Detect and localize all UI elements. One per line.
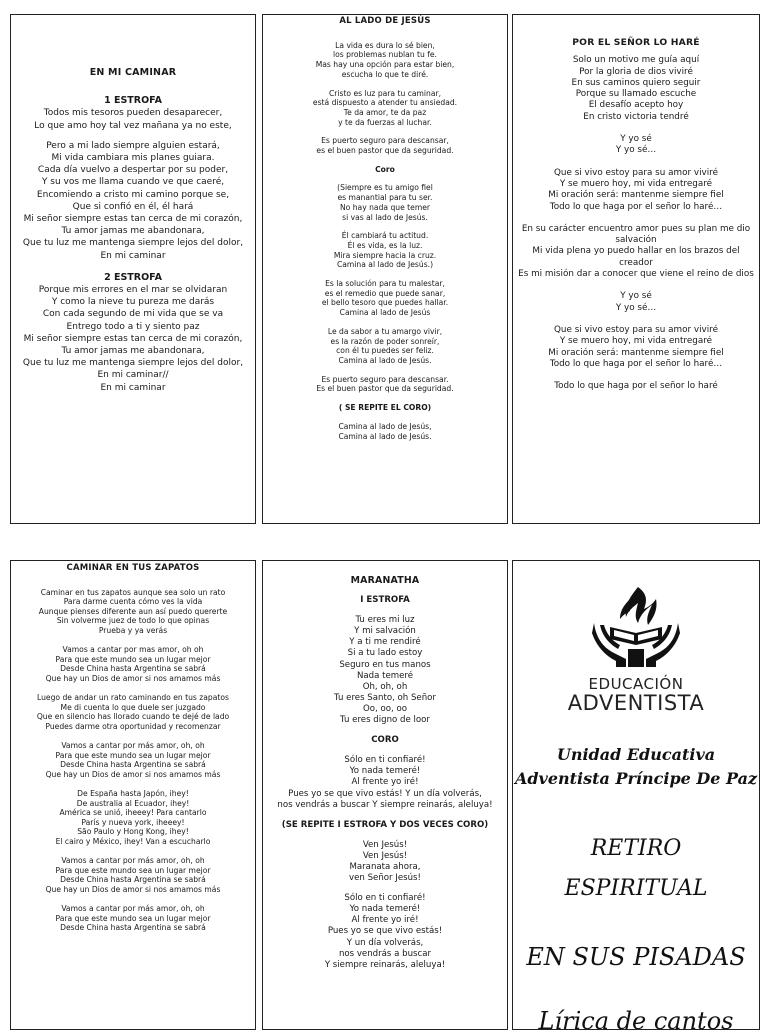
lyric-line: En cristo victoria tendré <box>583 111 689 122</box>
stanza-gap <box>11 894 255 904</box>
stanza-gap <box>11 683 255 693</box>
stanza <box>513 291 759 314</box>
song-title: MARANATHA <box>350 575 420 586</box>
lyric-line: Nada temeré <box>356 670 414 681</box>
lyric-line: Mi vida plena yo puedo hallar en los brazos del creador <box>532 246 740 268</box>
lyric-line: Vamos a cantar por más amor, oh, oh <box>61 904 205 913</box>
cover-panel <box>512 560 760 1030</box>
lyric-line: Al frente yo iré! <box>351 777 419 788</box>
stanza <box>263 840 507 884</box>
lyric-line: Mira siempre hacia la cruz. <box>333 250 437 260</box>
lyric-line: Ven Jesús! <box>362 839 408 850</box>
stanza-gap <box>11 132 255 140</box>
stanza-gap <box>263 174 507 183</box>
lyric-line: Y se muero hoy, mi vida entregaré <box>559 336 713 347</box>
stanza-gap <box>263 366 507 375</box>
stanza-gap <box>263 394 507 403</box>
stanza-gap <box>11 779 255 789</box>
lyric-line: Vamos a cantar por más amor, oh, oh <box>61 856 205 865</box>
lyric-line: Camina al lado de Jesús.) <box>336 260 434 270</box>
lyric-line: Desde China hasta Argentina se sabrá <box>60 875 206 884</box>
event-title <box>513 829 759 909</box>
lyric-line: Y mi salvación <box>354 626 416 637</box>
lyric-line: No hay nada que temer <box>339 202 431 212</box>
lyric-line: (Siempre es tu amigo fiel <box>337 183 433 193</box>
lyric-line: Que tu luz me mantenga siempre lejos del dolor, <box>22 238 244 249</box>
lyric-line: Porque su llamado escuche <box>575 89 697 100</box>
brand-name-line1: EDUCACIÓN <box>588 675 684 693</box>
section-heading <box>263 735 507 746</box>
stanza-gap <box>513 157 759 168</box>
lyric-line: Para que este mundo sea un lugar mejor <box>55 913 211 923</box>
stanza <box>263 231 507 270</box>
event-title-line: ESPIRITUAL <box>564 876 708 901</box>
lyric-line: Para que este mundo sea un lugar mejor <box>55 865 211 875</box>
stanza <box>263 615 507 726</box>
song-title: AL LADO DE JESÚS <box>339 16 431 26</box>
event-title-line: RETIRO <box>590 836 682 861</box>
stanza <box>263 375 507 394</box>
stanza <box>263 755 507 810</box>
section-heading <box>263 820 507 831</box>
lyric-line: Sin volverme juez de todo lo que opinas <box>56 616 210 625</box>
lyric-line: Todo lo que haga por el señor lo haré… <box>549 201 723 212</box>
lyric-line: si vas al lado de Jesús. <box>342 212 428 222</box>
lyric-line: Mas hay una opción para estar bien, <box>315 60 455 70</box>
lyric-line: Es puerto seguro para descansar, <box>321 136 449 146</box>
lyric-line: Cristo es luz para tu caminar, <box>328 88 442 98</box>
stanza <box>513 134 759 157</box>
lyric-line: La vida es dura lo sé bien, <box>335 40 435 50</box>
song-panel-en-mi-caminar <box>10 14 256 524</box>
song-panel-por-el-senor-lo-hare <box>512 14 760 524</box>
lyric-line: el bello tesoro que puedes hallar. <box>321 298 449 308</box>
lyric-line: Mi señor siempre estas tan cerca de mi corazón, <box>23 214 243 225</box>
stanza-gap <box>263 884 507 893</box>
stanza-gap <box>263 156 507 165</box>
lyric-line: París y nueva york, iheeey! <box>81 817 185 827</box>
lyric-line: Prueba y ya verás <box>98 625 168 635</box>
stanza-gap <box>263 413 507 422</box>
lyric-line: Todos mis tesoros pueden desaparecer, <box>43 108 223 119</box>
lyric-line: Vamos a cantar por mas amor, oh oh <box>62 645 204 654</box>
school-name-line: Unidad Educativa <box>556 745 716 764</box>
lyric-line: Todo lo que haga por el señor lo haré <box>554 381 718 392</box>
lyric-line: Mi oración será: mantenme siempre fiel <box>548 347 724 358</box>
lyric-line: Porque mis errores en el mar se olvidaran <box>38 285 228 296</box>
lyric-line: Que hay un Dios de amor si nos amamos más <box>45 673 221 683</box>
lyric-line: Y a ti me rendiré <box>349 637 421 648</box>
school-name <box>513 743 759 791</box>
stanza-gap <box>263 726 507 735</box>
song-title: CAMINAR EN TUS ZAPATOS <box>66 563 200 573</box>
lyric-line: Camina al lado de Jesús. <box>338 355 432 365</box>
stanza <box>11 140 255 262</box>
lyric-line: América se unió, iheeey! Para cantarlo <box>59 808 207 817</box>
stanza <box>11 284 255 394</box>
song-body <box>263 41 507 442</box>
stanza-gap <box>263 270 507 279</box>
stanza <box>263 422 507 441</box>
stanza-gap <box>263 222 507 231</box>
lyric-line: Es mi misión dar a conocer que viene el reino de dios <box>518 269 754 280</box>
verse-heading: 2 ESTROFA <box>104 271 162 283</box>
retreat-theme: EN SUS PISADAS <box>526 943 746 971</box>
stanza <box>263 893 507 971</box>
lyric-line: es la razón de poder sonreír, <box>330 336 440 346</box>
lyric-line: Para que este mundo sea un lugar mejor <box>55 654 211 664</box>
stanza <box>513 224 759 280</box>
lyric-line: Es la solución para tu malestar, <box>325 279 445 289</box>
lyric-line: De australia al Ecuador, ihey! <box>76 798 190 808</box>
lyric-line: Pues yo se que vivo estás! <box>327 926 443 937</box>
lyric-line: Que hay un Dios de amor si nos amamos más <box>45 884 221 894</box>
lyric-line: Te da amor, te da paz <box>343 107 427 117</box>
lyric-line: Y se muero hoy, mi vida entregaré <box>559 178 713 189</box>
stanza <box>263 89 507 128</box>
lyric-line: Yo nada temeré! <box>349 904 421 915</box>
lyric-line: Y siempre reinarás, aleluya! <box>324 959 446 970</box>
lyric-line: En sus caminos quiero seguir <box>571 77 701 88</box>
lyric-line: Tu eres Santo, oh Señor <box>334 692 436 703</box>
lyric-line: CORO <box>371 735 399 746</box>
lyric-line: y te da fuerzas al luchar. <box>338 117 432 127</box>
lyric-line: Él cambiará tu actitud. <box>341 231 429 241</box>
cover-subtitle: Lírica de cantos <box>538 1007 734 1030</box>
lyric-line: Tu eres mi luz <box>355 615 415 626</box>
lyric-line: Y un día volverás, <box>346 937 424 948</box>
lyric-line: Tu eres digno de loor <box>340 715 430 726</box>
stanza <box>11 107 255 131</box>
brand-name-line2: ADVENTISTA <box>567 691 705 715</box>
lyric-line: El cairo y México, ihey! Van a escucharlo <box>55 836 211 846</box>
lyric-line: Para darme cuenta cómo ves la vida <box>63 597 203 606</box>
lyric-line: Mi oración será: mantenme siempre fiel <box>548 190 724 201</box>
lyric-line: Él es vida, es la luz. <box>347 240 423 250</box>
stanza <box>11 856 255 894</box>
lyric-line: I ESTROFA <box>360 595 410 606</box>
stanza <box>513 381 759 392</box>
stanza-gap <box>263 831 507 840</box>
lyric-line: São Paulo y Hong Kong, ihey! <box>77 827 189 836</box>
lyric-line: Con cada segundo de mi vida que se va <box>42 309 224 320</box>
section-heading <box>263 403 507 413</box>
lyric-line: Lo que amo hoy tal vez mañana ya no este, <box>34 120 232 131</box>
lyric-line: En mi caminar// <box>97 370 169 381</box>
lyric-line: Le da sabor a tu amargo vivir, <box>327 326 443 336</box>
lyric-line: Maranata ahora, <box>349 861 421 872</box>
educacion-adventista-logo-icon <box>586 583 686 671</box>
stanza-gap <box>11 846 255 856</box>
lyric-line: Por la gloria de dios viviré <box>579 66 693 77</box>
stanza-gap <box>11 635 255 645</box>
stanza-gap <box>263 80 507 89</box>
stanza-gap <box>513 314 759 325</box>
stanza <box>11 693 255 731</box>
song-title: POR EL SEÑOR LO HARÉ <box>572 37 700 48</box>
lyric-line: (SE REPITE I ESTROFA Y DOS VECES CORO) <box>281 819 489 830</box>
lyric-line: Que si vivo estoy para su amor viviré <box>553 167 719 178</box>
stanza <box>263 279 507 318</box>
song-body <box>513 55 759 392</box>
stanza-gap <box>263 606 507 615</box>
lyric-line: Oh, oh, oh <box>362 681 408 692</box>
lyric-line: Cada día vuelvo a despertar por su poder, <box>37 165 229 176</box>
lyric-line: En mi caminar <box>100 382 166 393</box>
lyric-line: Desde China hasta Argentina se sabrá <box>60 664 206 673</box>
lyric-line: Camina al lado de Jesús, <box>338 421 432 431</box>
stanza-gap <box>11 394 255 402</box>
lyric-line: Mi señor siempre estas tan cerca de mi corazón, <box>23 333 243 344</box>
stanza <box>11 588 255 636</box>
lyric-line: Desde China hasta Argentina se sabrá <box>60 923 206 932</box>
lyric-line: Caminar en tus zapatos aunque sea solo un rato <box>40 587 226 597</box>
lyric-line: Coro <box>375 164 395 174</box>
stanza <box>11 904 255 933</box>
lyric-line: escucha lo que te diré. <box>341 69 429 79</box>
stanza <box>11 789 255 846</box>
stanza-gap <box>513 213 759 224</box>
lyric-line: Sólo en ti confiaré! <box>344 755 426 766</box>
lyric-line: Ven Jesús! <box>362 850 408 861</box>
lyric-line: Seguro en tus manos <box>339 659 431 670</box>
stanza-gap <box>11 731 255 741</box>
stanza <box>263 136 507 155</box>
lyric-line: es manantial para tu ser. <box>337 193 433 203</box>
lyric-line: Sólo en ti confiaré! <box>344 893 426 904</box>
lyric-line: Oo, oo, oo <box>363 703 407 714</box>
song-panel-al-lado-de-jesus <box>262 14 508 524</box>
stanza <box>263 327 507 366</box>
lyric-line: Que tu luz me mantenga siempre lejos del dolor, <box>22 358 244 369</box>
lyric-line: Que hay un Dios de amor si nos amamos más <box>45 769 221 779</box>
school-name-line: Adventista Príncipe De Paz <box>514 769 758 788</box>
song-title: EN MI CAMINAR <box>89 67 177 78</box>
section-heading <box>263 595 507 606</box>
lyric-line: El desafío acepto hoy <box>588 100 684 111</box>
lyric-line: Que en silencio has llorado cuando te dejé de lado <box>36 712 230 721</box>
lyric-line: De España hasta Japón, ihey! <box>77 789 189 798</box>
lyric-line: Para que este mundo sea un lugar mejor <box>55 750 211 760</box>
lyric-line: Y yo sé <box>620 291 652 302</box>
lyric-line: Tu amor jamas me abandonara, <box>61 226 205 237</box>
stanza-gap <box>263 318 507 327</box>
lyric-line: Vamos a cantar por más amor, oh, oh <box>61 741 205 750</box>
lyric-line: Aunque pienses diferente aun así puedo quererte <box>38 606 228 616</box>
lyric-line: Tu amor jamas me abandonara, <box>61 346 205 357</box>
lyric-line: Si a tu lado estoy <box>347 648 423 659</box>
lyric-line: Camina al lado de Jesús <box>339 308 431 318</box>
song-panel-caminar-en-tus-zapatos <box>10 560 256 1030</box>
lyric-line: Que si confió en él, él hará <box>72 201 194 212</box>
lyric-line: con él tu puedes ser feliz. <box>336 346 434 356</box>
lyric-line: Todo lo que haga por el señor lo haré… <box>549 358 723 369</box>
lyric-line: Es puerto seguro para descansar. <box>321 374 449 384</box>
song-body <box>11 588 255 933</box>
lyric-line: nos vendrás a buscar Y siempre reinarás, aleluya! <box>277 799 493 810</box>
lyric-line: Es el buen pastor que da seguridad. <box>316 384 454 394</box>
lyric-line: Y yo sé… <box>615 302 657 313</box>
lyric-line: los problemas nublan tu fe. <box>333 50 437 60</box>
section-heading <box>263 165 507 175</box>
lyric-line: nos vendrás a buscar <box>338 948 432 959</box>
lyric-line: Y yo sé <box>620 134 652 145</box>
lyric-line: es el remedio que puede sanar, <box>324 288 446 298</box>
stanza-gap <box>11 262 255 270</box>
lyric-line: Yo nada temeré! <box>349 766 421 777</box>
stanza-gap <box>513 280 759 291</box>
lyric-line: Entrego todo a ti y siento paz <box>66 321 200 332</box>
lyric-line: ven Señor Jesús! <box>349 873 421 884</box>
stanza <box>513 168 759 213</box>
stanza-gap <box>263 746 507 755</box>
lyric-line: En mi caminar <box>100 250 166 261</box>
lyric-line: Luego de andar un rato caminando en tus zapatos <box>37 693 229 702</box>
stanza-gap <box>263 127 507 136</box>
lyric-line: Pero a mi lado siempre alguien estará, <box>46 140 220 151</box>
lyric-line: Y yo sé… <box>615 145 657 156</box>
song-body <box>11 95 255 402</box>
lyric-line: Y como la nieve tu pureza me darás <box>51 297 215 308</box>
lyric-line: En su carácter encuentro amor pues su plan me dio salvación <box>521 223 751 246</box>
verse-heading: 1 ESTROFA <box>104 95 162 107</box>
song-panel-maranatha <box>262 560 508 1030</box>
stanza <box>513 55 759 123</box>
stanza <box>263 183 507 222</box>
lyric-line: Y su vos me llama cuando ve que caeré, <box>41 177 225 188</box>
lyric-line: Pues yo se que vivo estás! Y un día volverás, <box>288 788 482 799</box>
stanza <box>263 41 507 80</box>
stanza <box>11 741 255 779</box>
lyric-line: está dispuesto a atender tu ansiedad. <box>312 98 458 108</box>
stanza-gap <box>513 370 759 381</box>
lyric-line: ( SE REPITE EL CORO) <box>338 403 432 413</box>
lyric-line: Encomiendo a cristo mi camino porque se, <box>36 189 230 200</box>
lyric-line: es el buen pastor que da seguridad. <box>316 146 454 156</box>
lyric-line: Desde China hasta Argentina se sabrá <box>60 760 206 769</box>
song-body <box>263 595 507 971</box>
stanza <box>513 325 759 370</box>
lyric-line: Puedes darme otra oportunidad y recomenzar <box>45 721 221 731</box>
lyric-line: Solo un motivo me guía aquí <box>572 55 700 66</box>
lyric-line: Me di cuenta lo que duele ser juzgado <box>60 702 206 712</box>
lyric-line: Camina al lado de Jesús. <box>338 431 432 441</box>
stanza-gap <box>513 123 759 134</box>
stanza <box>11 645 255 683</box>
lyric-line: Al frente yo iré! <box>351 915 419 926</box>
lyric-line: Mi vida cambiara mis planes guiara. <box>51 153 215 164</box>
stanza-gap <box>263 811 507 820</box>
lyric-line: Que si vivo estoy para su amor viviré <box>553 324 719 335</box>
